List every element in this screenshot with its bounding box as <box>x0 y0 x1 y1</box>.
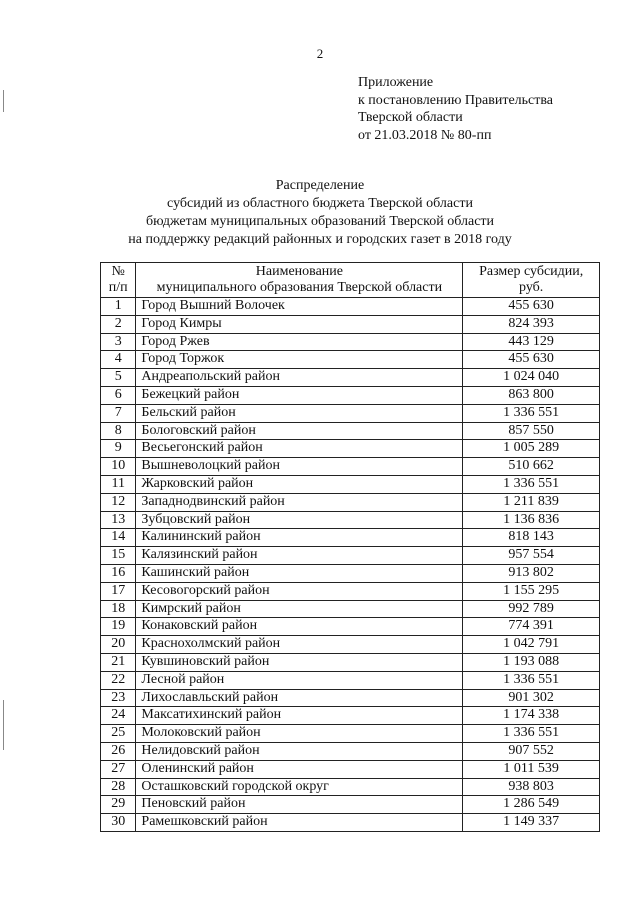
title-line: бюджетам муниципальных образований Тверской области <box>145 214 495 229</box>
row-amount: 818 143 <box>463 529 600 547</box>
row-number: 13 <box>101 511 136 529</box>
row-amount: 857 550 <box>463 422 600 440</box>
row-name: Калининский район <box>136 529 463 547</box>
table-header-row <box>101 263 600 298</box>
row-amount: 1 211 839 <box>463 493 600 511</box>
row-number: 22 <box>101 671 136 689</box>
row-amount: 992 789 <box>463 600 600 618</box>
row-name: Бологовский район <box>136 422 463 440</box>
row-number: 6 <box>101 386 136 404</box>
table-row <box>101 689 600 707</box>
row-name: Молоковский район <box>136 725 463 743</box>
row-amount: 455 630 <box>463 351 600 369</box>
table-row <box>101 422 600 440</box>
row-amount: 1 149 337 <box>463 814 600 832</box>
table-row <box>101 778 600 796</box>
row-name: Пеновский район <box>136 796 463 814</box>
row-amount: 510 662 <box>463 458 600 476</box>
row-number: 11 <box>101 475 136 493</box>
row-number: 26 <box>101 742 136 760</box>
table-row <box>101 814 600 832</box>
row-number: 15 <box>101 547 136 565</box>
row-amount: 1 024 040 <box>463 369 600 387</box>
row-amount: 1 042 791 <box>463 636 600 654</box>
scan-margin-mark <box>3 90 4 112</box>
header-number-line: № <box>111 264 125 279</box>
row-number: 30 <box>101 814 136 832</box>
row-name: Андреапольский район <box>136 369 463 387</box>
row-amount: 1 005 289 <box>463 440 600 458</box>
appendix-line: к постановлению Правительства <box>358 92 554 108</box>
table-row <box>101 511 600 529</box>
row-name: Город Кимры <box>136 315 463 333</box>
row-name: Кувшиновский район <box>136 653 463 671</box>
row-name: Город Торжок <box>136 351 463 369</box>
row-number: 3 <box>101 333 136 351</box>
row-number: 17 <box>101 582 136 600</box>
header-name-line: муниципального образования Тверской области <box>156 280 443 295</box>
table-row <box>101 458 600 476</box>
header-amount <box>463 263 600 298</box>
title-line: Распределение <box>275 178 365 193</box>
row-number: 18 <box>101 600 136 618</box>
row-amount: 1 286 549 <box>463 796 600 814</box>
row-amount: 1 336 551 <box>463 725 600 743</box>
table-row <box>101 636 600 654</box>
row-number: 7 <box>101 404 136 422</box>
table-row <box>101 564 600 582</box>
row-amount: 1 193 088 <box>463 653 600 671</box>
table-row <box>101 440 600 458</box>
row-name: Жарковский район <box>136 475 463 493</box>
row-amount: 443 129 <box>463 333 600 351</box>
row-name: Город Ржев <box>136 333 463 351</box>
table-row <box>101 529 600 547</box>
row-number: 5 <box>101 369 136 387</box>
row-name: Краснохолмский район <box>136 636 463 654</box>
table-row <box>101 707 600 725</box>
row-amount: 1 136 836 <box>463 511 600 529</box>
row-amount: 455 630 <box>463 298 600 316</box>
document-title <box>0 177 640 249</box>
appendix-line: от 21.03.2018 № 80-пп <box>358 127 492 143</box>
table-row <box>101 742 600 760</box>
row-amount: 1 336 551 <box>463 404 600 422</box>
row-number: 9 <box>101 440 136 458</box>
row-name: Нелидовский район <box>136 742 463 760</box>
row-number: 16 <box>101 564 136 582</box>
row-number: 8 <box>101 422 136 440</box>
table-row <box>101 725 600 743</box>
table-row <box>101 404 600 422</box>
row-amount: 901 302 <box>463 689 600 707</box>
row-amount: 938 803 <box>463 778 600 796</box>
row-name: Осташковский городской округ <box>136 778 463 796</box>
appendix-line: Приложение <box>358 75 434 90</box>
row-number: 24 <box>101 707 136 725</box>
table-row <box>101 315 600 333</box>
table-row <box>101 351 600 369</box>
row-number: 14 <box>101 529 136 547</box>
row-name: Лихославльский район <box>136 689 463 707</box>
table-row <box>101 582 600 600</box>
row-name: Город Вышний Волочек <box>136 298 463 316</box>
row-amount: 774 391 <box>463 618 600 636</box>
header-number <box>101 263 136 298</box>
appendix-line: Тверской области <box>358 110 463 125</box>
row-number: 27 <box>101 760 136 778</box>
page-number: 2 <box>316 46 324 61</box>
row-number: 10 <box>101 458 136 476</box>
subsidies-table <box>100 262 600 832</box>
header-number-line: п/п <box>108 280 128 295</box>
row-name: Калязинский район <box>136 547 463 565</box>
table-row <box>101 386 600 404</box>
row-number: 2 <box>101 315 136 333</box>
row-number: 28 <box>101 778 136 796</box>
table-row <box>101 369 600 387</box>
table-row <box>101 618 600 636</box>
row-amount: 907 552 <box>463 742 600 760</box>
row-name: Лесной район <box>136 671 463 689</box>
table-row <box>101 298 600 316</box>
row-number: 4 <box>101 351 136 369</box>
header-name-line: Наименование <box>255 264 343 279</box>
row-number: 21 <box>101 653 136 671</box>
row-number: 20 <box>101 636 136 654</box>
row-amount: 1 336 551 <box>463 671 600 689</box>
row-number: 25 <box>101 725 136 743</box>
row-amount: 863 800 <box>463 386 600 404</box>
row-name: Бежецкий район <box>136 386 463 404</box>
table-row <box>101 760 600 778</box>
table-row <box>101 600 600 618</box>
row-number: 23 <box>101 689 136 707</box>
row-name: Кашинский район <box>136 564 463 582</box>
title-line: на поддержку редакций районных и городских газет в 2018 году <box>128 232 512 247</box>
appendix-block <box>358 74 553 144</box>
row-amount: 913 802 <box>463 564 600 582</box>
row-number: 29 <box>101 796 136 814</box>
row-amount: 824 393 <box>463 315 600 333</box>
row-number: 1 <box>101 298 136 316</box>
table-row <box>101 653 600 671</box>
row-name: Кесовогорский район <box>136 582 463 600</box>
title-line: субсидий из областного бюджета Тверской области <box>167 196 473 211</box>
row-amount: 1 155 295 <box>463 582 600 600</box>
row-name: Конаковский район <box>136 618 463 636</box>
row-name: Зубцовский район <box>136 511 463 529</box>
row-amount: 1 336 551 <box>463 475 600 493</box>
row-name: Вышневолоцкий район <box>136 458 463 476</box>
table-row <box>101 333 600 351</box>
row-amount: 1 011 539 <box>463 760 600 778</box>
row-name: Весьегонский район <box>136 440 463 458</box>
row-name: Западнодвинский район <box>136 493 463 511</box>
row-number: 19 <box>101 618 136 636</box>
header-name <box>136 263 463 298</box>
row-name: Рамешковский район <box>136 814 463 832</box>
table-row <box>101 796 600 814</box>
row-name: Кимрский район <box>136 600 463 618</box>
row-name: Максатихинский район <box>136 707 463 725</box>
row-amount: 1 174 338 <box>463 707 600 725</box>
row-name: Оленинский район <box>136 760 463 778</box>
table-row <box>101 493 600 511</box>
scan-margin-mark <box>3 700 4 750</box>
row-name: Бельский район <box>136 404 463 422</box>
table-row <box>101 671 600 689</box>
row-amount: 957 554 <box>463 547 600 565</box>
table-row <box>101 547 600 565</box>
row-number: 12 <box>101 493 136 511</box>
table-row <box>101 475 600 493</box>
header-amount-line: руб. <box>519 280 544 295</box>
header-amount-line: Размер субсидии, <box>479 264 584 279</box>
